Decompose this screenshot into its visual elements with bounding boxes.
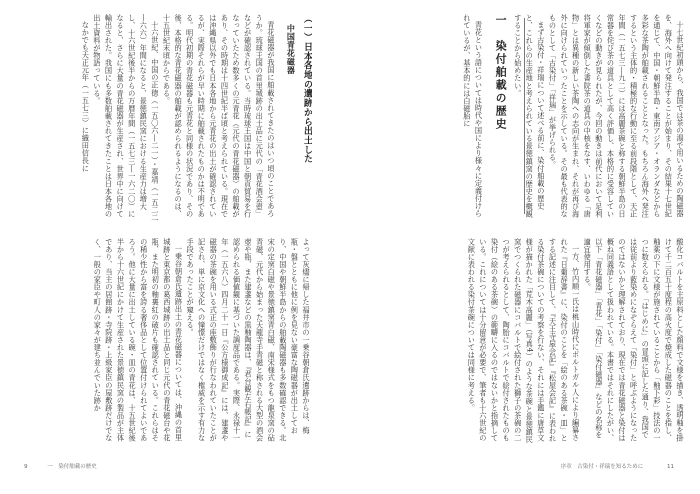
left-page-upper-text: [22, 14, 312, 224]
section-divider-rule: [524, 18, 525, 214]
paragraph: なかでも天正元年（一五七三）に織田信長に: [81, 21, 91, 173]
running-head: 一 染付舶載の歴史: [47, 464, 97, 470]
right-page-footer: [561, 462, 674, 470]
left-page-footer: [24, 462, 97, 470]
paragraph: 青花磁器が我国に舶載されてきたのはいつ頃のことであろうか。琉球王国の首里城跡の出土品に元代の「青花酒会壺」などが確認されている。当時琉球王国は中国と朝貢貿易を行なっていたため数多くの元青花（元代の青花磁器）の舶載があり、その時期は十四世紀半ば頃と考えられている。現在では沖縄県以外でも日本各地から元青花の出土が確認されているが、実際それらが早い時期に舶載されたものかは不明である。明代初期の青花磁器も元青花と同様の状況であり、その後、本格的な青花磁器の舶載が認められるようになるのは、十五世紀末頃からである。: [162, 14, 276, 218]
section-subheading: 中国青花磁器: [286, 24, 297, 75]
paragraph: 十六世紀、中国の正徳（一五〇六―二一）・嘉靖（一五二二―六六）年間になると、景徳鎮民窯における生産力は増大し、十六世紀後半からの万暦年間（一五七三―一六二〇）になると、さらに大量の青花磁器が生産され、世界中に向けて輸出された。我国にも多数舶載されてきたことは日本各地の出土資料が物語っている。: [92, 14, 160, 222]
left-page-lower-text: [22, 238, 312, 444]
paragraph: 酸化コバルトを主原料とした顔料で文様を描き、透明釉を掛けて千二百五十度程の高火度で焼成した磁器のことを指し、釉薬の下に文様が施されていることから「釉下彩」技法の一つに数えられる。「はじめに」の冒頭に記した通り、我国では従前より藍染めになぞらえて「染付」と呼ぶようになったのではないかと理解されており、現在では青花磁器と染付は概ね同義語として扱われている。本書ではそれにしたがい、以下「青花磁器」「青花」「染付」「染付磁器」などの名称を適宜使用する。: [583, 238, 685, 442]
paragraph: 一乗谷朝倉氏遺跡出土の青花磁器については、沖縄の首里城跡と東京都の葛西城跡の出土品と同じ元代の青花磁台や花瓶、また明初の釉裏紅の破片も確認されている。これらはその稀少性から富を誇る奢侈品として位置付けられてよいであろう。他に大量に出土している碗・皿の青花は、十五世紀後半から十六世紀にかけて生産された景徳鎮民窯の製品が主体であり、当主の居館跡・寺院跡・上級家臣の屋敷跡だけでなく、一般の家臣や町人の家々が建ち並んでいた跡か: [93, 238, 184, 442]
page-number: 9: [24, 464, 28, 470]
section-heading: （一）日本各地の遺跡から出土した: [302, 14, 312, 164]
paragraph: よって灰燼に帰した福井市の一乗谷朝倉氏遺跡からは、梅瓶・盤とともに他に例を見ない豪富な陶磁器が出土しており、中国や朝鮮半島からの舶載陶磁器も多数確認できる。北宋の定窯白磁や景徳鎮窯青白磁、南宋様式をもつ龍泉窯の砧青磁、元代から始まった天龍寺手青磁と称される大型の酒会壺や瓶、また建盞などの黒釉陶器は、『君台観左右帳記』に認められる価値観に基づいた調度品である。実際、永禄十一年（一五六八）四月二十一日『公方様御成記』には、建盞や磁器の茶碗を用いる式正の座敷飾りが行なわれていたことが記され、単に京文化への憧憬だけではなく権威を示す有力な手段であったことが窺える。: [186, 238, 311, 442]
running-head: 序章 古染付・祥瑞を知るために: [560, 464, 644, 470]
paragraph: 一方、竹内順一氏は桃山時代にポルトガル人により編纂された『日葡辞書』に、染付のことを「絵のある茶碗・皿」とする記述に注目して、『天王寺屋会記』『松屋会記』に表われる染付茶碗についての考察を行ない、それには手鑑に唐草文様が描かれた「荒木高麗」（写真4）のような茶碗と景徳鎮民窯でつくられた磁器にコバルトで絵付された獅子の茶碗の二つが考えられるとして、陶胎にコバルトで絵付されたものも染付（絵のある茶碗）の範疇に入るのではないかと指摘している。これについては十分留意が必要で、筆者も十六世紀の文献に表われる染付茶碗については同様に考える。: [467, 238, 581, 444]
section-lead-paragraph: 青花という語については時代や国により様々に定義付けられているが、基本的には白磁胎に: [462, 14, 484, 218]
paragraph: まず古染付・祥瑞について述べる前に、染付舶載の歴史と、これらの生産地と考えられている景徳鎮窯の歴史を概観することから始めたい。: [513, 14, 546, 218]
page-number: 11: [667, 464, 674, 470]
right-page-lower-text: [386, 238, 686, 444]
paragraph: 十七世紀初頭から、我国では茶の湯で用いるための陶磁器を、海外へ向けて発注することが始まり、その結果十七世紀を通じて、中国・朝鮮半島・東南アジア・オランダなどから多彩な茶陶が舶載されることとなった。もちろん海外へ発注するという主体的・積極的な行動に至る前段階として、天正年間（一五七三―九二）には高麗茶碗と称する朝鮮半島の日常器を侘び茶の道具として高く評価し、本格的に受容していくなどの動きが見られたが、今回の動きは前代において足利将軍家が傾倒した書院茶の道具の中核をなす、いわゆる「唐物」とは異種の新しい茶陶への志向が生まれ、それが再び海外に向けられていったことを示している。その最も代表的なものとして「古染付」「祥瑞」が挙げられる。: [548, 14, 685, 218]
right-page: [350, 0, 700, 494]
chapter-section-title: 一 染付舶載の歴史: [494, 14, 508, 131]
right-page-upper-text: [386, 14, 686, 224]
